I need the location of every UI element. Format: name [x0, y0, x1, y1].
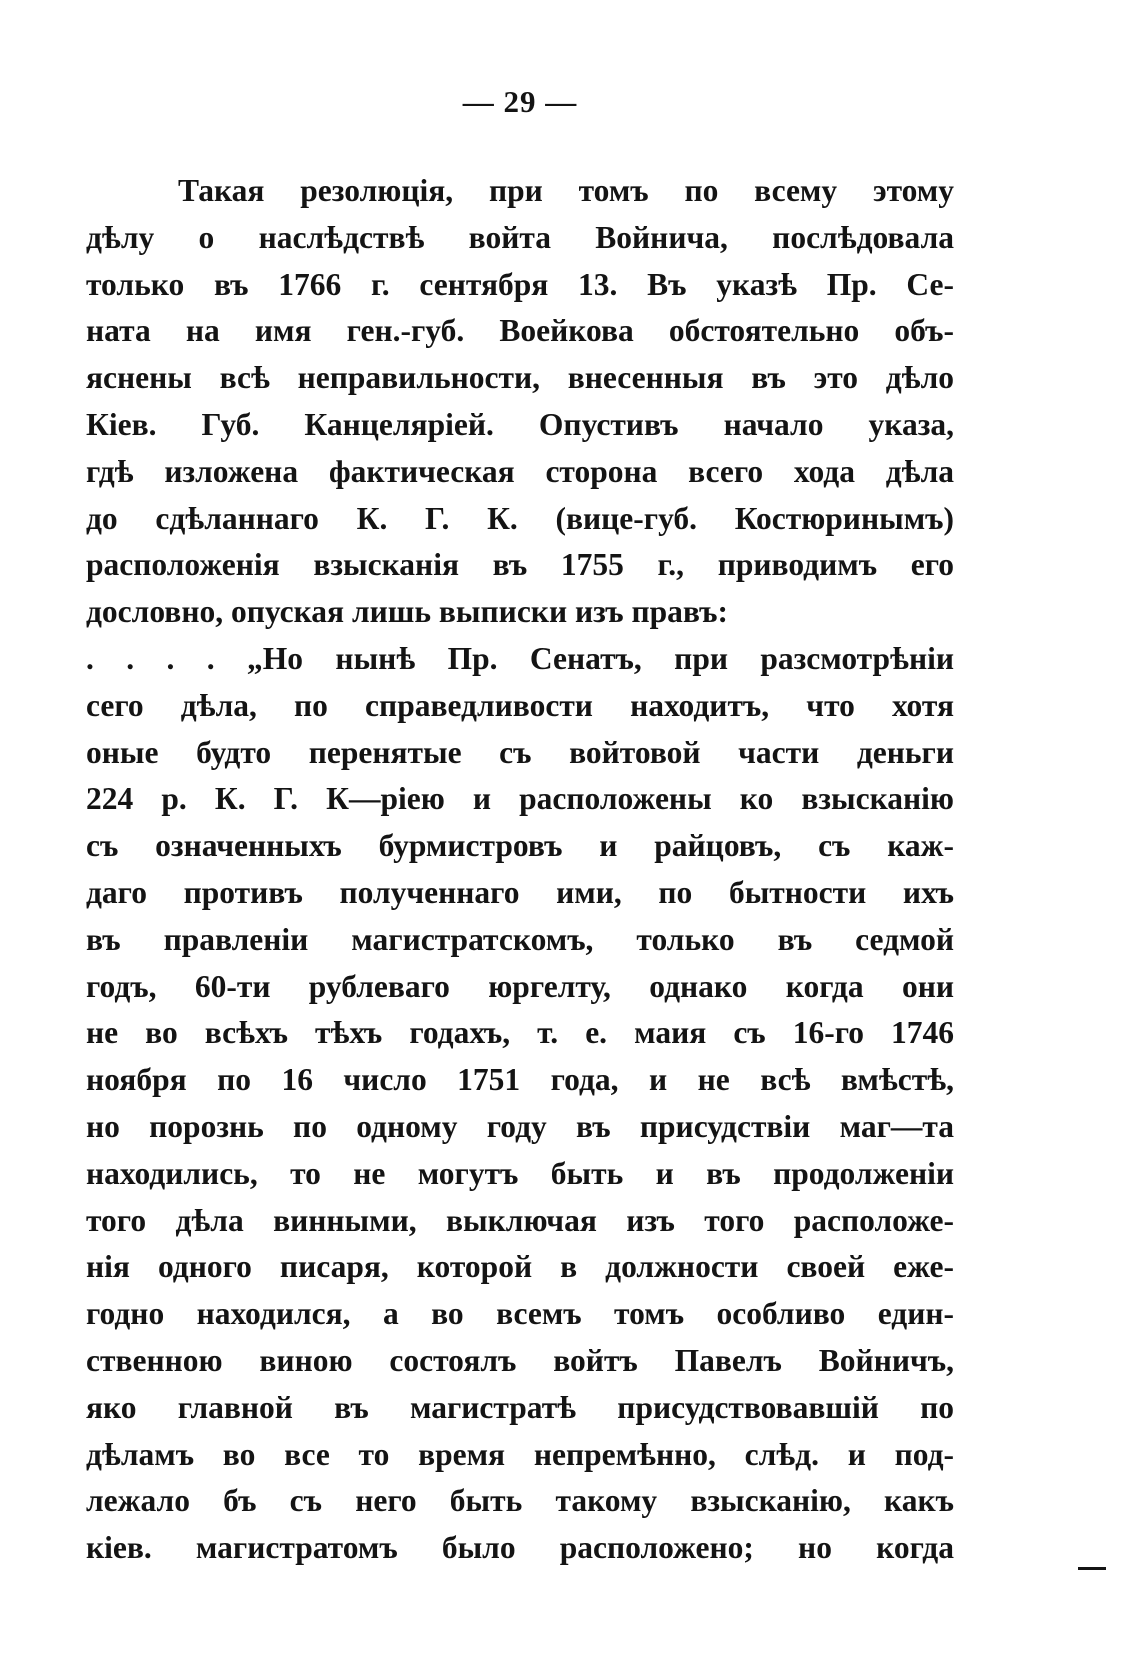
- text-line: расположенія взысканія въ 1755 г., приводимъ его: [86, 547, 954, 583]
- text-line: 224 р. К. Г. К—ріею и расположены ко взысканію: [86, 781, 954, 817]
- text-line: гдѣ изложена фактическая сторона всего хода дѣла: [86, 453, 954, 489]
- text-line: Такая резолюція, при томъ по всему этому: [178, 173, 954, 208]
- margin-dash-mark: [1078, 1567, 1106, 1570]
- text-line: кіев. магистратомъ было расположено; но когда: [86, 1530, 954, 1566]
- text-line: не во всѣхъ тѣхъ годахъ, т. е. маия съ 16-го 1746: [86, 1015, 954, 1051]
- text-line: въ правленіи магистратскомъ, только въ седмой: [86, 921, 954, 957]
- text-line: яснены всѣ неправильности, внесенныя въ это дѣло: [86, 360, 954, 396]
- text-line: находились, то не могутъ быть и въ продолженіи: [86, 1155, 954, 1191]
- text-line: ственною виною состоялъ войтъ Павелъ Войничъ,: [86, 1342, 954, 1378]
- text-line: съ означенныхъ бурмистровъ и райцовъ, съ каж-: [86, 828, 954, 864]
- text-line: нія одного писаря, которой в должности своей еже-: [86, 1249, 954, 1285]
- text-line: дословно, опуская лишь выписки изъ правъ:: [86, 594, 728, 630]
- text-line: ната на имя ген.-губ. Воейкова обстоятельно объ-: [86, 313, 954, 349]
- text-line: ноября по 16 число 1751 года, и не всѣ вмѣстѣ,: [86, 1062, 954, 1098]
- text-line: оные будто перенятые съ войтовой части деньги: [86, 734, 954, 770]
- text-line: лежало бъ съ него быть такому взысканію, какъ: [86, 1483, 954, 1519]
- text-line: дѣламъ во все то время непремѣнно, слѣд. и под-: [86, 1436, 954, 1472]
- text-line: годъ, 60-ти рублеваго юргелту, однако когда они: [86, 968, 954, 1004]
- text-line: годно находился, а во всемъ томъ особливо един-: [86, 1296, 954, 1332]
- text-line: того дѣла винными, выключая изъ того расположе-: [86, 1202, 954, 1238]
- text-line: до сдѣланнаго К. Г. К. (вице-губ. Костюринымъ): [86, 500, 954, 536]
- text-line: яко главной въ магистратѣ присудствовавшій по: [86, 1389, 954, 1425]
- text-line: Кіев. Губ. Канцеляріей. Опустивъ начало указа,: [86, 406, 954, 442]
- body-text: [86, 168, 954, 1572]
- text-line: дѣлу о наслѣдствѣ войта Войнича, послѣдовала: [86, 219, 954, 255]
- text-line: но порознь по одному году въ присудствіи маг—та: [86, 1108, 954, 1144]
- text-line: сего дѣла, по справедливости находитъ, что хотя: [86, 687, 954, 723]
- text-line: . . . . „Но нынѣ Пр. Сенатъ, при разсмотрѣніи: [86, 640, 954, 676]
- page-number: — 29 —: [462, 84, 578, 119]
- text-line: только въ 1766 г. сентября 13. Въ указѣ Пр. Се-: [86, 266, 954, 302]
- text-line: даго противъ полученнаго ими, по бытности ихъ: [86, 874, 954, 910]
